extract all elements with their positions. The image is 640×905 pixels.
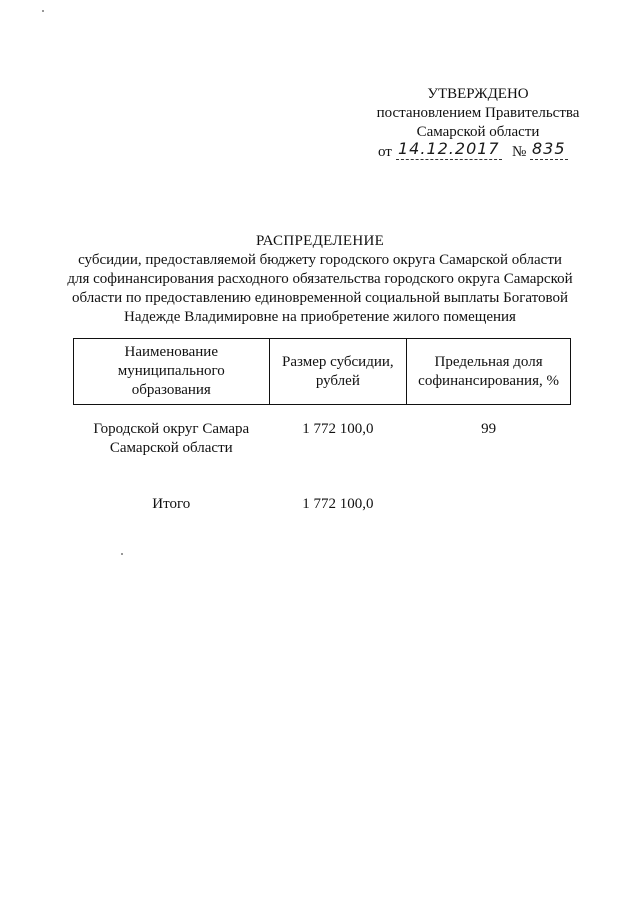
approval-title: УТВЕРЖДЕНО [427,86,529,102]
title-line: субсидии, предоставляемой бюджету городского округа Самарской области [78,252,562,268]
title-line: Надежде Владимировне на приобретение жилого помещения [124,309,516,325]
cell-share: 99 [481,421,497,437]
cell-municipality: Городской округ Самара Самарской области [93,421,250,456]
table-row [74,405,571,496]
handwritten-date: 14.12.2017 [398,139,500,158]
document-title [40,232,600,327]
title-line: для софинансирования расходного обязательства городского округа Самарской [67,271,573,287]
approval-date-line [360,139,596,165]
total-label: Итого [152,496,191,512]
approval-stamp [360,85,596,165]
column-header-municipality: Наименование муниципального образования [74,339,270,405]
table-header-row [74,339,571,405]
scan-speck [42,10,44,12]
total-row [74,495,571,535]
approval-region-line: Самарской области [416,124,540,140]
column-header-subsidy: Размер субсидии, рублей [269,339,407,405]
distribution-table [73,338,571,535]
title-heading: РАСПРЕДЕЛЕНИЕ [255,233,385,249]
column-header-share: Предельная доля софинансирования, % [407,339,571,405]
date-prefix: от [378,144,392,160]
approval-issuer-line: постановлением Правительства [376,105,580,121]
scan-speck [121,553,123,555]
total-amount: 1 772 100,0 [302,496,374,512]
handwritten-number: 835 [532,139,566,158]
title-line: области по предоставлению единовременной социальной выплаты Богатовой [72,290,568,306]
total-share [407,495,571,535]
cell-amount: 1 772 100,0 [302,421,374,437]
number-prefix: № [512,144,527,160]
